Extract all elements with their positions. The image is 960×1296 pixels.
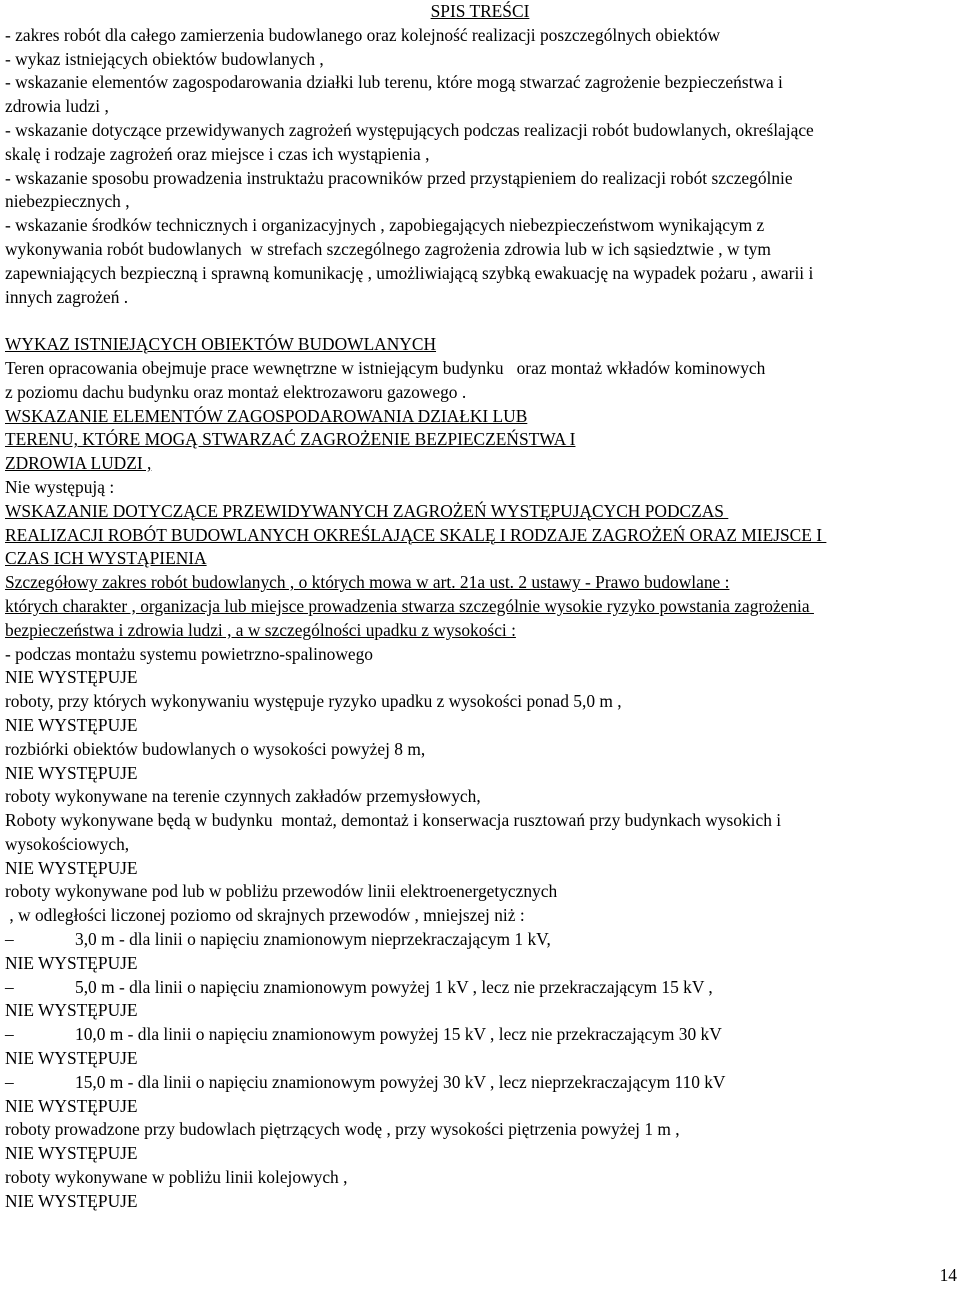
hazards-intro: bezpieczeństwa i zdrowia ludzi , a w szczególności upadku z wysokości : bbox=[5, 619, 516, 640]
hazard-item: roboty wykonywane w pobliżu linii kolejowych , bbox=[5, 1167, 348, 1188]
toc-line: skalę i rodzaje zagrożeń oraz miejsce i czas ich wystąpienia , bbox=[5, 143, 430, 164]
site-elements-heading: ZDROWIA LUDZI , bbox=[5, 453, 152, 474]
voltage-item-text: 15,0 m - dla linii o napięciu znamionowym powyżej 30 kV , lecz nieprzekraczającym 110 kV bbox=[75, 1071, 726, 1092]
hazard-item: roboty wykonywane pod lub w pobliżu przewodów linii elektroenergetycznych bbox=[5, 881, 558, 902]
voltage-item bbox=[5, 1071, 955, 1095]
hazard-status: NIE WYSTĘPUJE bbox=[5, 1048, 138, 1069]
hazard-item: roboty, przy których wykonywaniu występuje ryzyko upadku z wysokości ponad 5,0 m , bbox=[5, 691, 622, 712]
toc-line: - wskazanie dotyczące przewidywanych zagrożeń występujących podczas realizacji robót budowlanych, określające bbox=[5, 119, 814, 140]
hazard-status: NIE WYSTĘPUJE bbox=[5, 667, 138, 688]
hazards-heading: CZAS ICH WYSTĄPIENIA bbox=[5, 548, 207, 569]
toc-line: - zakres robót dla całego zamierzenia budowlanego oraz kolejność realizacji poszczególnych obiektów bbox=[5, 24, 721, 45]
toc-line: - wykaz istniejących obiektów budowlanych , bbox=[5, 48, 324, 69]
hazard-status: NIE WYSTĘPUJE bbox=[5, 1000, 138, 1021]
site-elements-heading: WSKAZANIE ELEMENTÓW ZAGOSPODAROWANIA DZIAŁKI LUB bbox=[5, 405, 528, 426]
hazard-item: , w odległości liczonej poziomo od skrajnych przewodów , mniejszej niż : bbox=[5, 905, 525, 926]
toc-line: innych zagrożeń . bbox=[5, 286, 129, 307]
document-page bbox=[5, 0, 955, 1214]
existing-objects-text: Teren opracowania obejmuje prace wewnętrzne w istniejącym budynku oraz montaż wkładów kominowych bbox=[5, 357, 766, 378]
page-number: 14 bbox=[939, 1265, 957, 1285]
hazards-intro: Szczegółowy zakres robót budowlanych , o których mowa w art. 21a ust. 2 ustawy - Prawo budowlane : bbox=[5, 572, 730, 593]
hazard-item: - podczas montażu systemu powietrzno-spalinowego bbox=[5, 643, 374, 664]
hazards-heading: REALIZACJI ROBÓT BUDOWLANYCH OKREŚLAJĄCE SKALĘ I RODZAJE ZAGROŻEŃ ORAZ MIEJSCE I bbox=[5, 524, 827, 545]
toc-line: - wskazanie elementów zagospodarowania działki lub terenu, które mogą stwarzać zagrożenie bezpieczeństwa i bbox=[5, 72, 783, 93]
hazard-status: NIE WYSTĘPUJE bbox=[5, 1190, 138, 1211]
dash-bullet: – bbox=[5, 976, 14, 997]
toc-line: - wskazanie środków technicznych i organizacyjnych , zapobiegających niebezpieczeństwom wynikającym z bbox=[5, 215, 765, 236]
toc-line: zdrowia ludzi , bbox=[5, 96, 109, 117]
dash-bullet: – bbox=[5, 1024, 14, 1045]
section-spacer bbox=[5, 309, 955, 333]
toc-line: niebezpiecznych , bbox=[5, 191, 130, 212]
voltage-item-text: 5,0 m - dla linii o napięciu znamionowym powyżej 1 kV , lecz nie przekraczającym 15 kV , bbox=[75, 976, 713, 997]
existing-objects-heading: WYKAZ ISTNIEJĄCYCH OBIEKTÓW BUDOWLANYCH bbox=[5, 334, 437, 355]
toc-line: - wskazanie sposobu prowadzenia instruktażu pracowników przed przystąpieniem do realizacji robót szczególnie bbox=[5, 167, 793, 188]
hazard-item: Roboty wykonywane będą w budynku montaż, demontaż i konserwacja rusztowań przy budynkach wysokich i bbox=[5, 810, 782, 831]
hazard-item: wysokościowych, bbox=[5, 833, 130, 854]
voltage-item-text: 3,0 m - dla linii o napięciu znamionowym nieprzekraczającym 1 kV, bbox=[75, 929, 551, 950]
hazard-status: NIE WYSTĘPUJE bbox=[5, 1143, 138, 1164]
dash-bullet: – bbox=[5, 929, 14, 950]
hazard-item: roboty prowadzone przy budowlach piętrzących wodę , przy wysokości piętrzenia powyżej 1 m , bbox=[5, 1119, 680, 1140]
dash-bullet: – bbox=[5, 1071, 14, 1092]
site-elements-heading: TERENU, KTÓRE MOGĄ STWARZAĆ ZAGROŻENIE BEZPIECZEŃSTWA I bbox=[5, 429, 576, 450]
hazard-status: NIE WYSTĘPUJE bbox=[5, 762, 138, 783]
site-elements-status: Nie występują : bbox=[5, 476, 115, 497]
hazard-status: NIE WYSTĘPUJE bbox=[5, 714, 138, 735]
voltage-item bbox=[5, 928, 955, 952]
hazard-item: roboty wykonywane na terenie czynnych zakładów przemysłowych, bbox=[5, 786, 481, 807]
hazards-heading: WSKAZANIE DOTYCZĄCE PRZEWIDYWANYCH ZAGROŻEŃ WYSTĘPUJĄCYCH PODCZAS bbox=[5, 500, 729, 521]
hazard-status: NIE WYSTĘPUJE bbox=[5, 857, 138, 878]
voltage-item-text: 10,0 m - dla linii o napięciu znamionowym powyżej 15 kV , lecz nie przekraczającym 30 kV bbox=[75, 1024, 722, 1045]
toc-title: SPIS TREŚCI bbox=[430, 1, 530, 21]
toc-line: wykonywania robót budowlanych w strefach szczególnego zagrożenia zdrowia lub w ich sąsiedztwie , w tym bbox=[5, 238, 771, 259]
toc-line: zapewniających bezpieczną i sprawną komunikację , umożliwiającą szybką ewakuację na wypadek pożaru , awarii i bbox=[5, 262, 814, 283]
voltage-item bbox=[5, 976, 955, 1000]
existing-objects-text: z poziomu dachu budynku oraz montaż elektrozaworu gazowego . bbox=[5, 381, 467, 402]
hazards-intro: których charakter , organizacja lub miejsce prowadzenia stwarza szczególnie wysokie ryzyko powstania zagrożenia bbox=[5, 595, 814, 616]
voltage-item bbox=[5, 1023, 955, 1047]
hazard-status: NIE WYSTĘPUJE bbox=[5, 1095, 138, 1116]
hazard-status: NIE WYSTĘPUJE bbox=[5, 952, 138, 973]
hazard-item: rozbiórki obiektów budowlanych o wysokości powyżej 8 m, bbox=[5, 738, 426, 759]
